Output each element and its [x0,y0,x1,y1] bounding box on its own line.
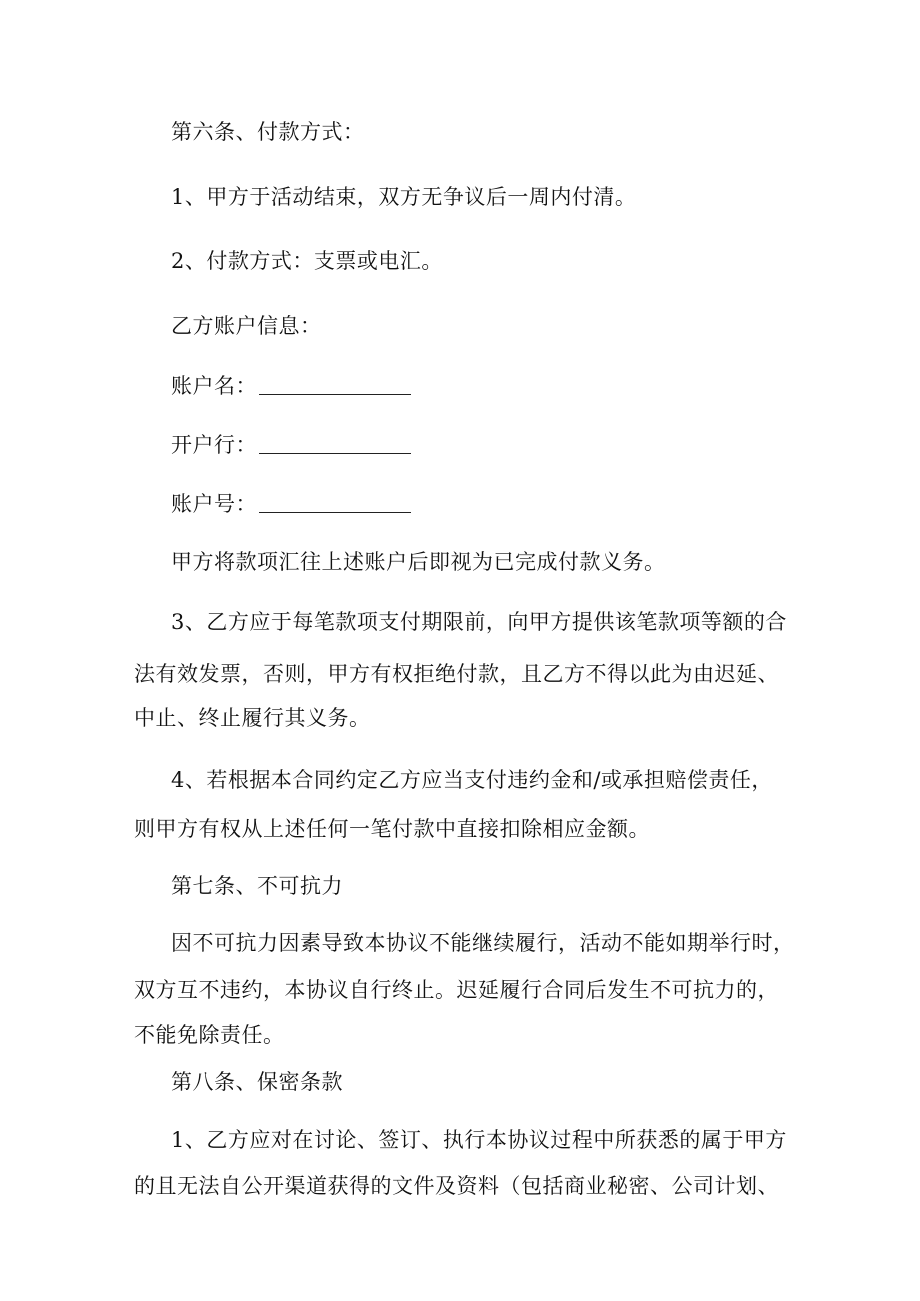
bank-label: 开户行： [171,433,257,457]
account-name-blank [259,374,411,395]
account-no-label: 账户号： [171,492,257,516]
account-name-label: 账户名： [171,374,257,398]
article6-item3-line3: 中止、终止履行其义务。 [134,706,371,730]
account-name-row [0,372,920,400]
transfer-note: 甲方将款项汇往上述账户后即视为已完成付款义务。 [171,550,666,574]
article6-item4-line1: 4、若根据本合同约定乙方应当支付违约金和/或承担赔偿责任， [171,768,773,792]
article6-item1: 1、甲方于活动结束，双方无争议后一周内付清。 [171,185,637,209]
bank-row [0,431,920,459]
article7-body-line1: 因不可抗力因素导致本协议不能继续履行，活动不能如期举行时， [171,931,795,955]
article6-item3-line1: 3、乙方应于每笔款项支付期限前，向甲方提供该笔款项等额的合 [171,610,787,634]
article8-heading: 第八条、保密条款 [171,1070,343,1094]
article7-body-line3: 不能免除责任。 [134,1023,285,1047]
article6-heading: 第六条、付款方式： [171,120,365,144]
bank-blank [259,433,411,454]
account-no-blank [259,492,411,513]
article7-heading: 第七条、不可抗力 [171,874,343,898]
article6-item3-line2: 法有效发票，否则，甲方有权拒绝付款，且乙方不得以此为由迟延、 [134,662,779,686]
account-info-heading: 乙方账户信息： [171,314,322,338]
article8-item1-line1: 1、乙方应对在讨论、签订、执行本协议过程中所获悉的属于甲方 [171,1128,787,1152]
account-no-row [0,490,920,518]
article6-item4-line2: 则甲方有权从上述任何一笔付款中直接扣除相应金额。 [134,817,650,841]
article7-body-line2: 双方互不违约，本协议自行终止。迟延履行合同后发生不可抗力的， [134,978,779,1002]
article6-item2: 2、付款方式：支票或电汇。 [171,249,443,273]
article8-item1-line2: 的且无法自公开渠道获得的文件及资料（包括商业秘密、公司计划、 [134,1174,779,1198]
